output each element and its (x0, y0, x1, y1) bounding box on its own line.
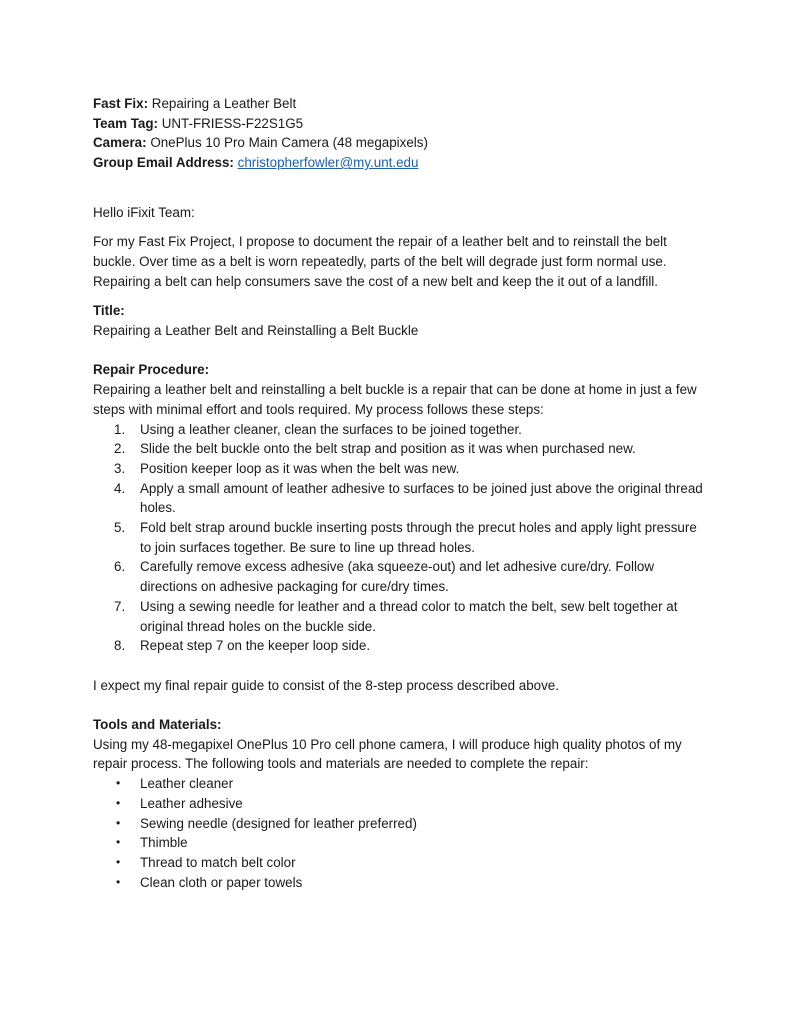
procedure-step (93, 439, 703, 459)
tool-item (93, 774, 703, 794)
step-text: Apply a small amount of leather adhesive to surfaces to be joined just above the original thread holes. (140, 480, 703, 516)
step-text: Carefully remove excess adhesive (aka squeeze-out) and let adhesive cure/dry. Follow directions on adhesive packaging for cure/dry times. (140, 559, 655, 595)
tool-item-text: Leather adhesive (140, 795, 243, 811)
step-number: 1. (114, 421, 126, 437)
email-line (93, 153, 703, 173)
procedure-intro: Repairing a leather belt and reinstalling a belt buckle is a repair that can be done at home in just a few steps with minimal effort and tools required. My process follows these steps: (93, 382, 697, 417)
procedure-heading-text: Repair Procedure: (93, 362, 210, 378)
fast-fix-line (93, 94, 703, 114)
tool-item-text: Clean cloth or paper towels (140, 874, 303, 890)
step-number: 3. (114, 460, 126, 476)
procedure-steps (93, 420, 703, 656)
bullet-icon: • (116, 854, 121, 869)
step-text: Repeat step 7 on the keeper loop side. (140, 638, 371, 654)
step-number: 5. (114, 520, 126, 536)
tool-item (93, 853, 703, 873)
step-text: Slide the belt buckle onto the belt strap and position as it was when purchased new. (140, 441, 636, 457)
step-number: 4. (114, 480, 126, 496)
procedure-step (93, 459, 703, 479)
bullet-icon: • (116, 776, 121, 791)
team-tag-value: UNT-FRIESS-F22S1G5 (157, 115, 304, 131)
title-heading (93, 301, 703, 321)
step-number: 6. (114, 559, 126, 575)
title-text: Repairing a Leather Belt and Reinstalling a Belt Buckle (93, 323, 419, 339)
step-number: 8. (114, 638, 126, 654)
title-heading-text: Title: (93, 303, 125, 319)
tool-item-text: Thread to match belt color (140, 854, 296, 870)
procedure-heading (93, 360, 703, 380)
camera-label: Camera: (93, 135, 147, 151)
team-tag-line (93, 114, 703, 134)
bullet-icon: • (116, 835, 121, 850)
procedure-step (93, 420, 703, 440)
tool-item (93, 873, 703, 893)
procedure-step (93, 636, 703, 656)
step-number: 7. (114, 598, 126, 614)
tools-intro: Using my 48-megapixel OnePlus 10 Pro cell phone camera, I will produce high quality photos of my repair process. The following tools and materials are needed to complete the repair: (93, 736, 682, 772)
bullet-icon: • (116, 874, 121, 889)
step-text: Fold belt strap around buckle inserting posts through the precut holes and apply light pressure to join surfaces together. Be sure to line up thread holes. (140, 520, 697, 555)
greeting: Hello iFixit Team: (93, 204, 195, 220)
tools-heading (93, 715, 703, 735)
procedure-step (93, 597, 703, 636)
fast-fix-label: Fast Fix: (93, 96, 149, 111)
procedure-step (93, 479, 703, 518)
procedure-step (93, 518, 703, 557)
step-text: Using a sewing needle for leather and a thread color to match the belt, sew belt together at original thread holes on the buckle side. (140, 598, 678, 634)
team-tag-label: Team Tag: (93, 115, 158, 131)
fast-fix-value: Repairing a Leather Belt (148, 96, 297, 111)
procedure-closing: I expect my final repair guide to consist of the 8-step process described above. (93, 677, 559, 693)
tool-item (93, 833, 703, 853)
tool-item-text: Sewing needle (designed for leather preferred) (140, 815, 417, 831)
step-text: Using a leather cleaner, clean the surfaces to be joined together. (140, 421, 522, 437)
procedure-step (93, 557, 703, 596)
step-text: Position keeper loop as it was when the belt was new. (140, 460, 460, 476)
tools-heading-text: Tools and Materials: (93, 717, 222, 733)
tool-item-text: Thimble (140, 835, 188, 851)
camera-value: OnePlus 10 Pro Main Camera (48 megapixels) (146, 135, 428, 151)
tool-item (93, 814, 703, 834)
tool-item-text: Leather cleaner (140, 776, 234, 792)
email-link[interactable]: christopherfowler@my.unt.edu (237, 155, 419, 171)
bullet-icon: • (116, 795, 121, 810)
tool-item (93, 794, 703, 814)
email-label: Group Email Address: (93, 155, 234, 171)
intro-paragraph: For my Fast Fix Project, I propose to document the repair of a leather belt and to reinstall the belt buckle. Over time as a belt is worn repeatedly, parts of the belt will degrade just form normal use. Repairing a belt can help consumers save the cost of a new belt and keep the it out of a landfill. (93, 234, 667, 289)
camera-line (93, 133, 703, 153)
document-page (93, 94, 703, 892)
step-number: 2. (114, 441, 126, 457)
tools-list (93, 774, 703, 892)
bullet-icon: • (116, 815, 121, 830)
